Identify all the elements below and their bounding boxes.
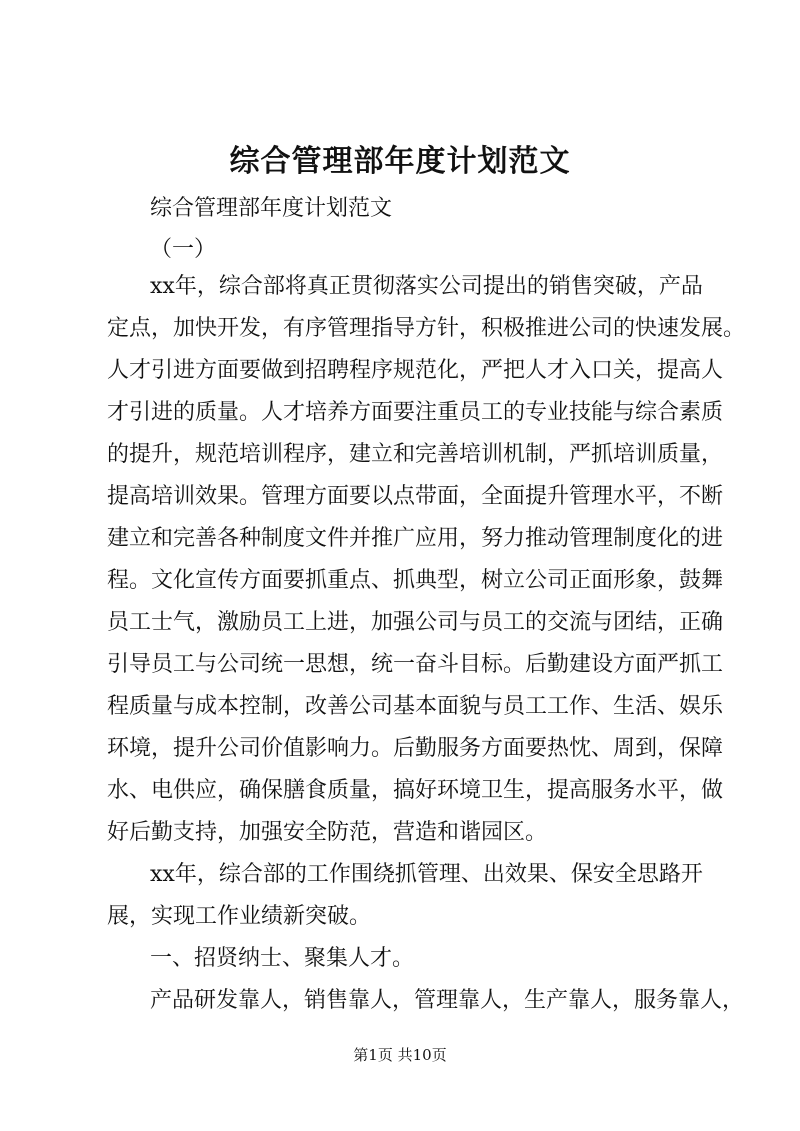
body-line: 才引进的质量。人才培养方面要注重员工的专业技能与综合素质 xyxy=(107,400,724,425)
body-line: xx年，综合部的工作围绕抓管理、出效果、保安全思路开 xyxy=(150,862,703,887)
body-line: 程质量与成本控制，改善公司基本面貌与员工工作、生活、娱乐 xyxy=(107,694,724,719)
body-line: 展，实现工作业绩新突破。 xyxy=(107,904,372,929)
body-line: 好后勤支持，加强安全防范，营造和谐园区。 xyxy=(107,820,548,845)
body-line: 水、电供应，确保膳食质量，搞好环境卫生，提高服务水平，做 xyxy=(107,778,724,803)
body-line: 人才引进方面要做到招聘程序规范化，严把人才入口关，提高人 xyxy=(107,358,724,383)
document-subtitle: 综合管理部年度计划范文 xyxy=(150,196,393,221)
page-number: 第1页 共10页 xyxy=(353,1046,447,1064)
body-line: 程。文化宣传方面要抓重点、抓典型，树立公司正面形象，鼓舞 xyxy=(107,568,724,593)
body-line: xx年，综合部将真正贯彻落实公司提出的销售突破，产品 xyxy=(150,274,703,299)
body-line: 定点，加快开发，有序管理指导方针，积极推进公司的快速发展。 xyxy=(107,316,746,341)
body-line: 的提升，规范培训程序，建立和完善培训机制，严抓培训质量， xyxy=(107,442,724,467)
body-line: 员工士气，激励员工上进，加强公司与员工的交流与团结，正确 xyxy=(107,610,724,635)
body-line: 提高培训效果。管理方面要以点带面，全面提升管理水平，不断 xyxy=(107,484,724,509)
body-line: 建立和完善各种制度文件并推广应用，努力推动管理制度化的进 xyxy=(107,526,724,551)
body-line: 环境，提升公司价值影响力。后勤服务方面要热忱、周到，保障 xyxy=(107,736,724,761)
body-line: 产品研发靠人，销售靠人，管理靠人，生产靠人，服务靠人， xyxy=(150,988,745,1013)
document-title: 综合管理部年度计划范文 xyxy=(229,144,571,179)
section-heading: 一、招贤纳士、聚集人才。 xyxy=(150,946,415,971)
section-mark: （一） xyxy=(150,237,217,262)
body-line: 引导员工与公司统一思想，统一奋斗目标。后勤建设方面严抓工 xyxy=(107,652,724,677)
